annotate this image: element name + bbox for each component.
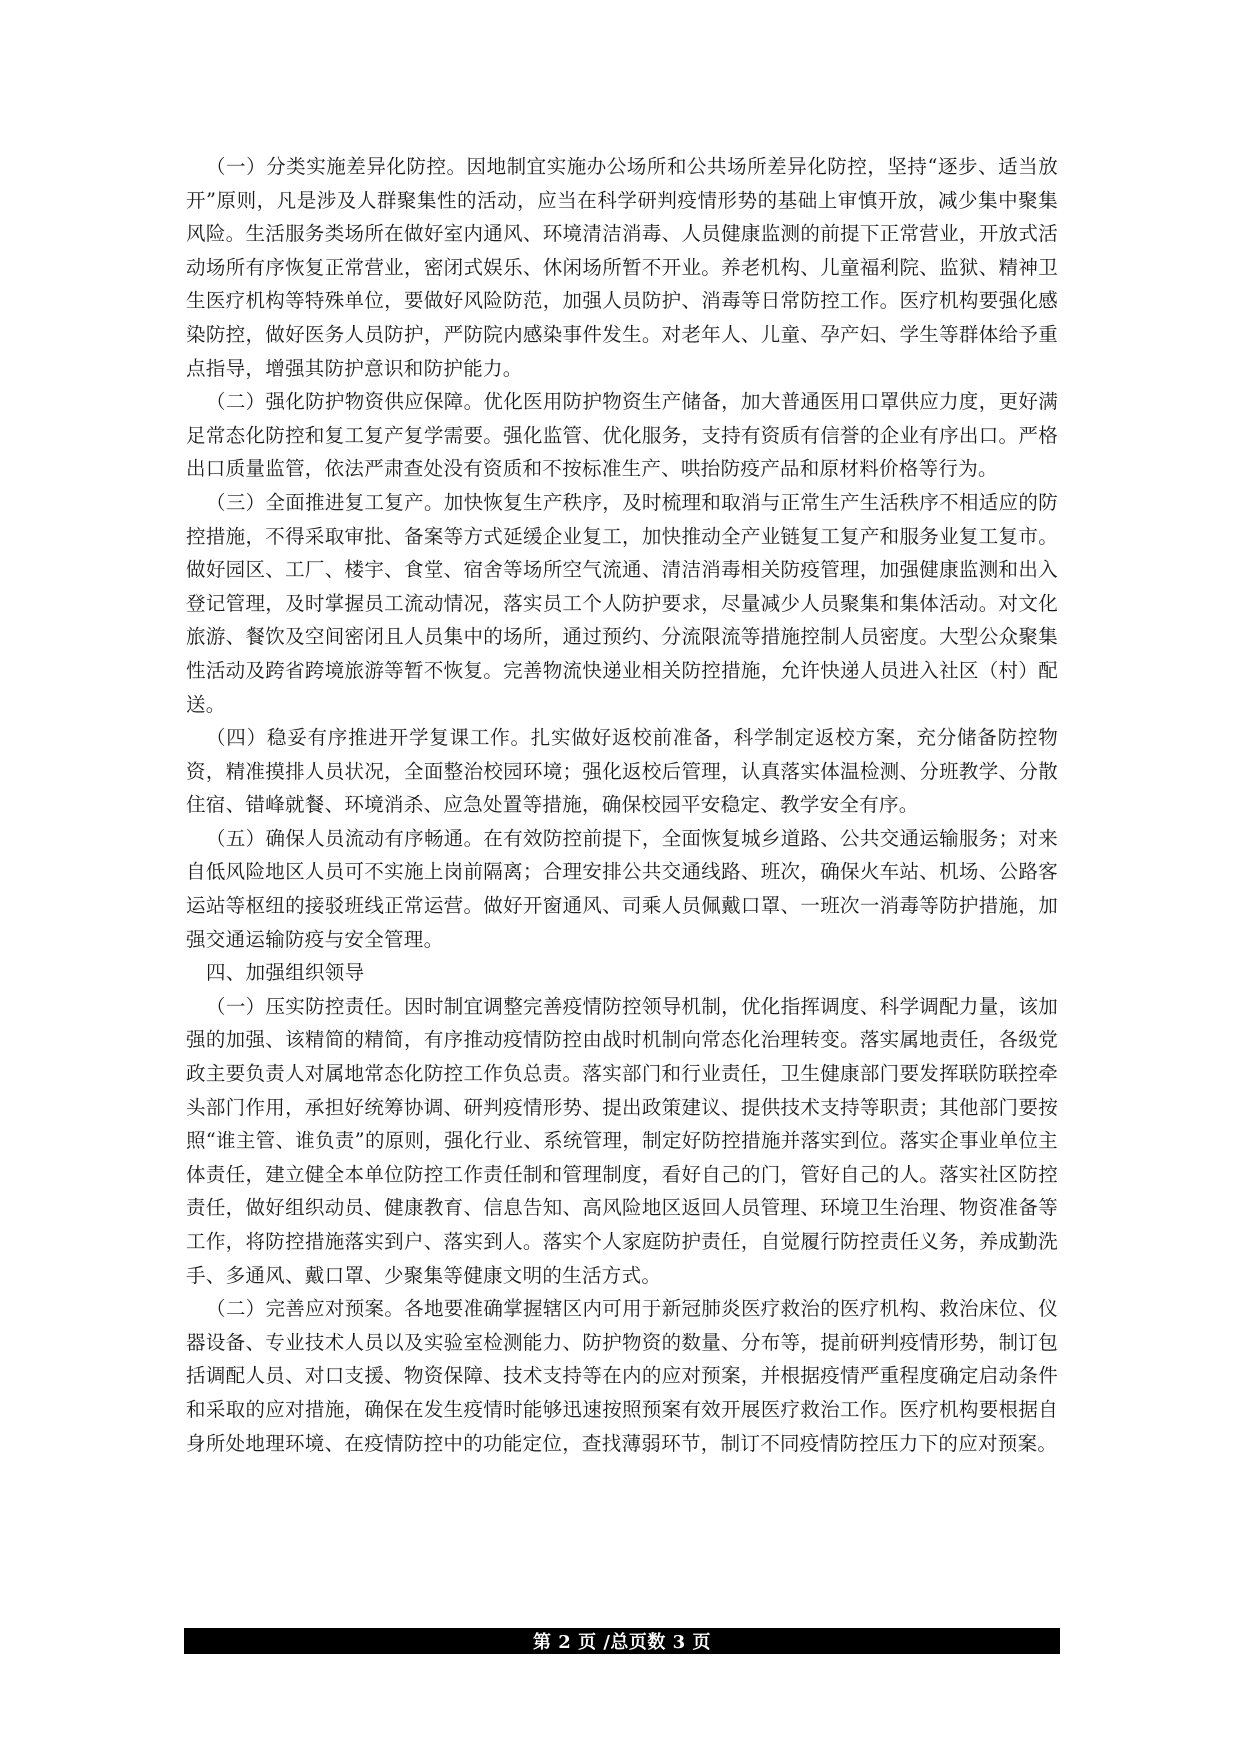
section-heading-leadership: 四、加强组织领导 xyxy=(206,961,365,985)
page-number-label: 第 2 页 /总页数 3 页 xyxy=(533,1632,711,1653)
paragraph-differentiated-control: （一）分类实施差异化防控。因地制宜实施办公场所和公共场所差异化防控，坚持“逐步、适当放开”原则，凡是涉及人群聚集性的活动，应当在科学研判疫情形势的基础上审慎开放，减少集中聚集风险。生活服务类场所在做好室内通风、环境清洁消毒、人员健康监测的前提下正常营业，开放式活动场所有序恢复正常营业，密闭式娱乐、休闲场所暂不开业。养老机构、儿童福利院、监狱、精神卫生医疗机构等特殊单位，要做好风险防范，加强人员防护、消毒等日常防控工作。医疗机构要强化感染防控，做好医务人员防护，严防院内感染事件发生。对老年人、儿童、孕产妇、学生等群体给予重点指导，增强其防护意识和防护能力。 xyxy=(186,155,1058,380)
document-body xyxy=(186,150,1058,1460)
paragraph-supply-guarantee: （二）强化防护物资供应保障。优化医用防护物资生产储备，加大普通医用口罩供应力度，更好满足常态化防控和复工复产复学需要。强化监管、优化服务，支持有资质有信誉的企业有序出口。严格出口质量监管，依法严肃查处没有资质和不按标准生产、哄抬防疫产品和原材料价格等行为。 xyxy=(186,390,1058,481)
paragraph-personnel-flow: （五）确保人员流动有序畅通。在有效防控前提下，全面恢复城乡道路、公共交通运输服务；对来自低风险地区人员可不实施上岗前隔离；合理安排公共交通线路、班次，确保火车站、机场、公路客运站等枢纽的接驳班线正常运营。做好开窗通风、司乘人员佩戴口罩、一班次一消毒等防护措施，加强交通运输防疫与安全管理。 xyxy=(186,826,1058,951)
paragraph-responsibility: （一）压实防控责任。因时制宜调整完善疫情防控领导机制，优化指挥调度、科学调配力量，该加强的加强、该精简的精简，有序推动疫情防控由战时机制向常态化治理转变。落实属地责任，各级党政主要负责人对属地常态化防控工作负总责。落实部门和行业责任，卫生健康部门要发挥联防联控牵头部门作用，承担好统筹协调、研判疫情形势、提出政策建议、提供技术支持等职责；其他部门要按照“谁主管、谁负责”的原则，强化行业、系统管理，制定好防控措施并落实到位。落实企事业单位主体责任，建立健全本单位防控工作责任制和管理制度，看好自己的门，管好自己的人。落实社区防控责任，做好组织动员、健康教育、信息告知、高风险地区返回人员管理、环境卫生治理、物资准备等工作，将防控措施落实到户、落实到人。落实个人家庭防护责任，自觉履行防控责任义务，养成勤洗手、多通风、戴口罩、少聚集等健康文明的生活方式。 xyxy=(186,994,1058,1287)
paragraph-school-reopening: （四）稳妥有序推进开学复课工作。扎实做好返校前准备，科学制定返校方案，充分储备防控物资，精准摸排人员状况，全面整治校园环境；强化返校后管理，认真落实体温检测、分班教学、分散住宿、错峰就餐、环境消杀、应急处置等措施，确保校园平安稳定、教学安全有序。 xyxy=(186,726,1058,817)
paragraph-resume-work: （三）全面推进复工复产。加快恢复生产秩序，及时梳理和取消与正常生产生活秩序不相适应的防控措施，不得采取审批、备案等方式延缓企业复工，加快推动全产业链复工复产和服务业复工复市。做好园区、工厂、楼宇、食堂、宿舍等场所空气流通、清洁消毒相关防疫管理，加强健康监测和出入登记管理，及时掌握员工流动情况，落实员工个人防护要求，尽量减少人员聚集和集体活动。对文化旅游、餐饮及空间密闭且人员集中的场所，通过预约、分流限流等措施控制人员密度。大型公众聚集性活动及跨省跨境旅游等暂不恢复。完善物流快递业相关防控措施，允许快递人员进入社区（村）配送。 xyxy=(186,490,1058,716)
page-footer xyxy=(184,1628,1060,1654)
paragraph-contingency-plan: （二）完善应对预案。各地要准确掌握辖区内可用于新冠肺炎医疗救治的医疗机构、救治床位、仪器设备、专业技术人员以及实验室检测能力、防护物资的数量、分布等，提前研判疫情形势，制订包括调配人员、对口支援、物资保障、技术支持等在内的应对预案，并根据疫情严重程度确定启动条件和采取的应对措施，确保在发生疫情时能够迅速按照预案有效开展医疗救治工作。医疗机构要根据自身所处地理环境、在疫情防控中的功能定位，查找薄弱环节，制订不同疫情防控压力下的应对预案。 xyxy=(186,1297,1058,1455)
